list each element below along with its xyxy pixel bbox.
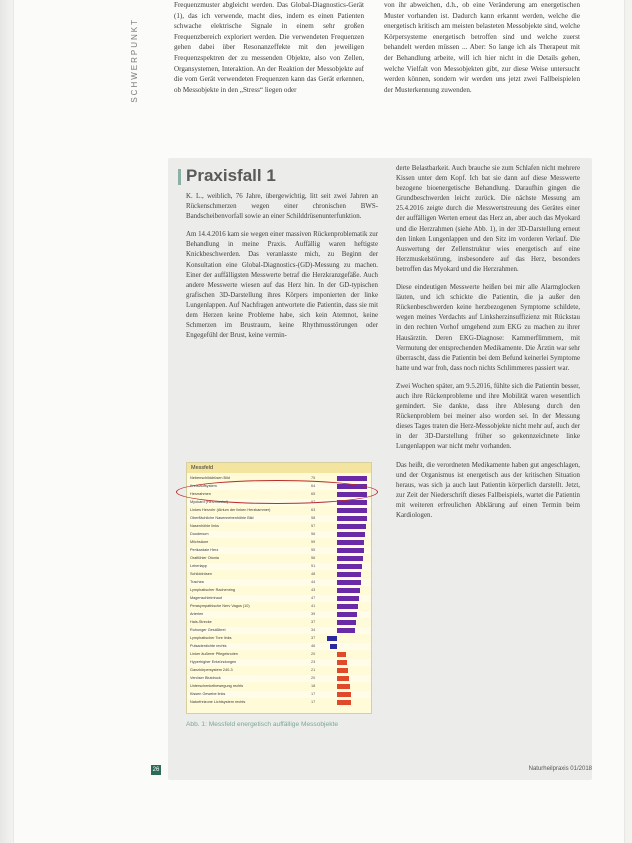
chart-row [187,523,371,530]
chart-bar [337,532,365,537]
chart-row [187,643,371,650]
chart-row-label: Ruhunger Gesäßbrei [190,628,226,632]
chart-row [187,667,371,674]
chart-row-value: 37 [311,620,316,624]
top-paragraph-right: von ihr abweichen, d.h., ob eine Veränderung am energetischen Muster vorhanden ist. Dadurch kann erkannt werden, welche die energetisch kritisch am meisten belasteten Messobjekte sind, welche Körpersysteme energetisch betroffen sind und welche zuerst behandelt werden müssen ... Aber: So lange ich als Therapeut mit der Behandlung arbeite, will ich hier nicht in die Details gehen, welche Vielfalt von Messobjekten gibt, zur diese Weise untersucht werden können, sondern wir werden uns jetzt zwei Fallbeispielen der Musterkennung zuwenden. [384,1,580,94]
chart-row-value: 23 [311,660,316,664]
chart-row-value: 56 [311,556,316,560]
page-number: 26 [152,767,160,773]
chart-row [187,571,371,578]
chart-row [187,563,371,570]
chart-row-value: 55 [311,548,316,552]
chart-bar [337,620,356,625]
chart-bar [337,700,351,705]
chart-row-value: 34 [311,628,316,632]
chart-bar [337,660,347,665]
chart-row-label: Arterien [190,612,204,616]
chart-row-label: Perasympathische Nerv Vagus (10) [190,604,250,608]
chart-row-value: 65 [311,492,316,496]
chart-bar [337,596,359,601]
case-title: Praxisfall 1 [186,166,276,185]
chart-row [187,531,371,538]
chart-row [187,587,371,594]
chart-bar [337,476,367,481]
case-col2-para-4: Das heißt, die verordneten Medikamente haben gut angeschlagen, und der Organismus ist energetisch aus der kritischen Situation heraus, was sich ja auch laut Patientin körperlich darstellt. Jetzt, zur Zeit der Niederschrift dieses Fallbeispiels, wartet die Patientin mit weiteren erfreulichen Abklärung auf einen Termin beim Kardiologen. [396,461,580,519]
chart-bar [337,676,349,681]
chart-row-label: Herzrahmen [190,492,211,496]
chart-row-label: Linker äußerer Pflegeknoten [190,652,238,656]
chart-row [187,651,371,658]
chart-row-label: Perikardale Herz [190,548,219,552]
chart-row-value: 58 [311,516,316,520]
chart-bar [337,524,366,529]
page-edge [0,0,14,843]
chart-row-value: 97 [311,500,316,504]
chart-bar [330,644,337,649]
chart-row-label: Ganzkörpersystem 240-3 [190,668,233,672]
chart-row [187,619,371,626]
chart-bar [337,668,348,673]
chart-row [187,699,371,706]
chart-row-label: Hyperhigher Entzündungen [190,660,237,664]
chart-bar [337,612,357,617]
chart-row-label: Unterschenkelbewegung rechts [190,684,244,688]
chart-row-value: 59 [311,540,316,544]
chart-row-value: 75 [311,476,316,480]
chart-row [187,659,371,666]
chart-row [187,635,371,642]
chart-row [187,683,371,690]
chart-bar [337,580,361,585]
case-column-1 [186,192,378,349]
chart-row [187,603,371,610]
chart-bar [337,564,362,569]
chart-bar [327,636,337,641]
chart-row-value: 43 [311,588,316,592]
chart-row-label: Naturfreizone Lichtsystem rechts [190,700,246,704]
chart-row-label: Hals-Strecke [190,620,212,624]
chart-row-label: Oralfühler Otonia [190,556,219,560]
chart-row-value: 57 [311,524,316,528]
chart-bar [337,540,364,545]
chart-row-value: 41 [311,604,316,608]
chart-row-value: 48 [311,572,316,576]
case-col1-para-1: K. L., weiblich, 76 Jahre, übergewichtig, litt seit zwei Jahren an Rückenschmerzen wegen einer chronischen BWS-Bandscheibenvorfall sowie an einer Schilddrüsenunterfunktion. [186,193,378,221]
chart-bar [337,508,367,513]
chart-row [187,507,371,514]
chart-row-label: Nebenschilddrüsen Bild [190,476,230,480]
chart-row [187,691,371,698]
chart-row-label: Myokard (Herzmuskel) [190,500,229,504]
top-paragraph-left: Frequenzmuster abgleicht werden. Das Global-Diagnostics-Gerät (1), das ich verwende, macht dies, indem es einen Patienten schwache elektrische Signale in einem sehr großen Frequenzbereich exploriert werden. Die verwendeten Frequenzen gehen dabei über Resonanzeffekte mit den jeweiligen Frequenzspektren der zu messenden Objekte, also von Zellen, Organsystemen, Interaktion. An der Reaktion der Messobjekte auf die vom Gerät verwendeten Frequenzen kann das Gerät erkennen, ob Messobjekte in den „Stress“ liegen oder [174,1,364,94]
chart-row-label: Nasenhöhle links [190,524,219,528]
chart-row [187,579,371,586]
chart-row-value: 51 [311,564,316,568]
chart-bar [337,684,350,689]
chart-row-label: Pulsaderdichte rechts [190,644,227,648]
chart-row-label: Lymphatischer Rachenring [190,588,236,592]
chart-row-value: 18 [311,684,316,688]
chart-row-value: 21 [311,668,316,672]
case-col1-para-2: Am 14.4.2016 kam sie wegen einer massiven Rückenproblematik zur Behandlung in meine Praxis. Auffällig waren heftigste Knickbeschwerden. Das veranlasste mich, zu Beginn der Konsultation eine Global-Diagnostics-(GD)-Messung zu machen. Einer der auffälligsten Messwerte betraf die Herzkranzgefäße. Auch andere Messwerte wiesen auf das Herz hin. In der GD-typischen grafischen 3D-Darstellung ihres Körpers imponierten der linke Lungenlappen. Auf Nachfragen antwortete die Patientin, dass sie mit dem Herzen keine Probleme habe, sich kein Atemnot, keine Schmerzen im Brustraum, keine Rhythmusstörungen oder Engegefühl der Brust, keine vermin- [186,231,378,340]
chart-row-label: Lymphatischer Tore links [190,636,232,640]
chart-row-value: 47 [311,596,316,600]
chart-row-label: Kreislaufsystem [190,484,217,488]
chart-row-value: 17 [311,692,316,696]
chart-row-value: 46 [311,644,316,648]
chart-bar [337,652,346,657]
chart-row-value: 39 [311,612,316,616]
section-label: SCHWERPUNKT [130,18,139,103]
chart-row [187,611,371,618]
chart-bar [337,604,358,609]
chart-row-label: Trachea [190,580,204,584]
chart-row-label: Duodenum [190,532,209,536]
case-col2-para-2: Diese eindeutigen Messwerte heißen bei mir alle Alarmglocken läuten, und ich schickte die Patientin, die ja außer den Rückenbeschwerden keine herzbezogenen Symptome schildete, wegen meines Verdachts auf Linksherzinsuffizienz mit Rückstau in den rechten Vorhof umgehend zum EKG zu machen zu ihrer Hausärztin. Deren EKG-Diagnose: Kammerflimmern, mit Vermutung der entsprechenden Medikamente. Die Ärztin war sehr überrascht, dass die Patientin bei dem Befund keinerlei Symptome hatte und war froh, dass noch nichts Schlimmeres passiert war. [396,284,580,372]
chart-row [187,595,371,602]
chart-row-value: 20 [311,676,316,680]
chart-bar [337,516,367,521]
chart-bar [337,548,364,553]
case-column-2 [396,164,580,529]
case-col2-para-3: Zwei Wochen später, am 9.5.2016, fühlte sich die Patientin besser, auch ihre Rückenprobleme und ihre Mobilität waren wesentlich gemindert. Sie dankte, dass ihre Ablesung durch den Rückenproblem bei meiner also worden sei. In der Messung dieses Tages traten die Herz-Messobjekte nicht mehr auf, auch der in der 3D-Darstellung früher so gekennzeichnete linke Lungenlappen war nicht mehr vorhanden. [396,382,580,451]
chart-row [187,675,371,682]
chart-row-label: Magenschleimhaut [190,596,222,600]
chart-row-value: 17 [311,700,316,704]
chart-bar [337,556,363,561]
journal-footer: Naturheilpraxis 01/2018 [528,766,592,772]
case-col2-para-1: derte Belastbarkeit. Auch brauche sie zum Schlafen nicht mehrere Kissen unter dem Kopf. Ich bat sie dann auf diese Messwerte bezogene bioenergetische Behandlung. Daraufhin gingen die Grundbeschwerden leicht zurück. Die nächste Messung am 25.4.2016 zeigte durch die Messwertstreuung des Gerätes einer der auffälligen Werten erneut das Herz an, aber auch das Myokard und die Herzrahmen (siehe Abb. 1), in der 3D-Darstellung erneut den linken Lungenlappen und den Sitz im vorderen Verlauf. Die Auswertung der Zellenstruktur wies energetisch auf eine Herzmuskelstörung, insbesondere auf das Herz, besonders betroffen das Myokard und die Herzrahmen. [396,165,580,273]
top-text-right [384,0,580,95]
chart-row [187,555,371,562]
chart-title: Messfeld [187,463,371,473]
chart-row-value: 56 [311,532,316,536]
chart-row-value: 44 [311,580,316,584]
chart-bar [337,692,351,697]
chart-row-value: 63 [311,508,316,512]
chart-row-label: Kissen Gewebe links [190,692,226,696]
chart-row-label: Oberflächliche Nasennebenhöhle Bild [190,516,254,520]
chart-bar [337,628,355,633]
chart-row-label: Schilddrüsen [190,572,212,576]
chart-bar [337,588,360,593]
highlight-oval [176,480,378,504]
top-text-left [174,0,364,95]
chart-row [187,547,371,554]
chart-row [187,627,371,634]
chart-row [187,515,371,522]
chart-row-value: 64 [311,484,316,488]
chart-bar [337,572,361,577]
chart-row-label: Linkes Herzohr (Atrium der linken Herzkammer) [190,508,271,512]
figure-caption: Abb. 1: Messfeld energetisch auffällige Messobjekte [186,721,338,728]
chart-row-label: Leberlapp [190,564,207,568]
chart-row [187,539,371,546]
chart-row-value: 37 [311,636,316,640]
chart-row-value: 20 [311,652,316,656]
chart-row-label: Milchsäure [190,540,209,544]
chart-row-label: Venöser Blutdruck [190,676,221,680]
